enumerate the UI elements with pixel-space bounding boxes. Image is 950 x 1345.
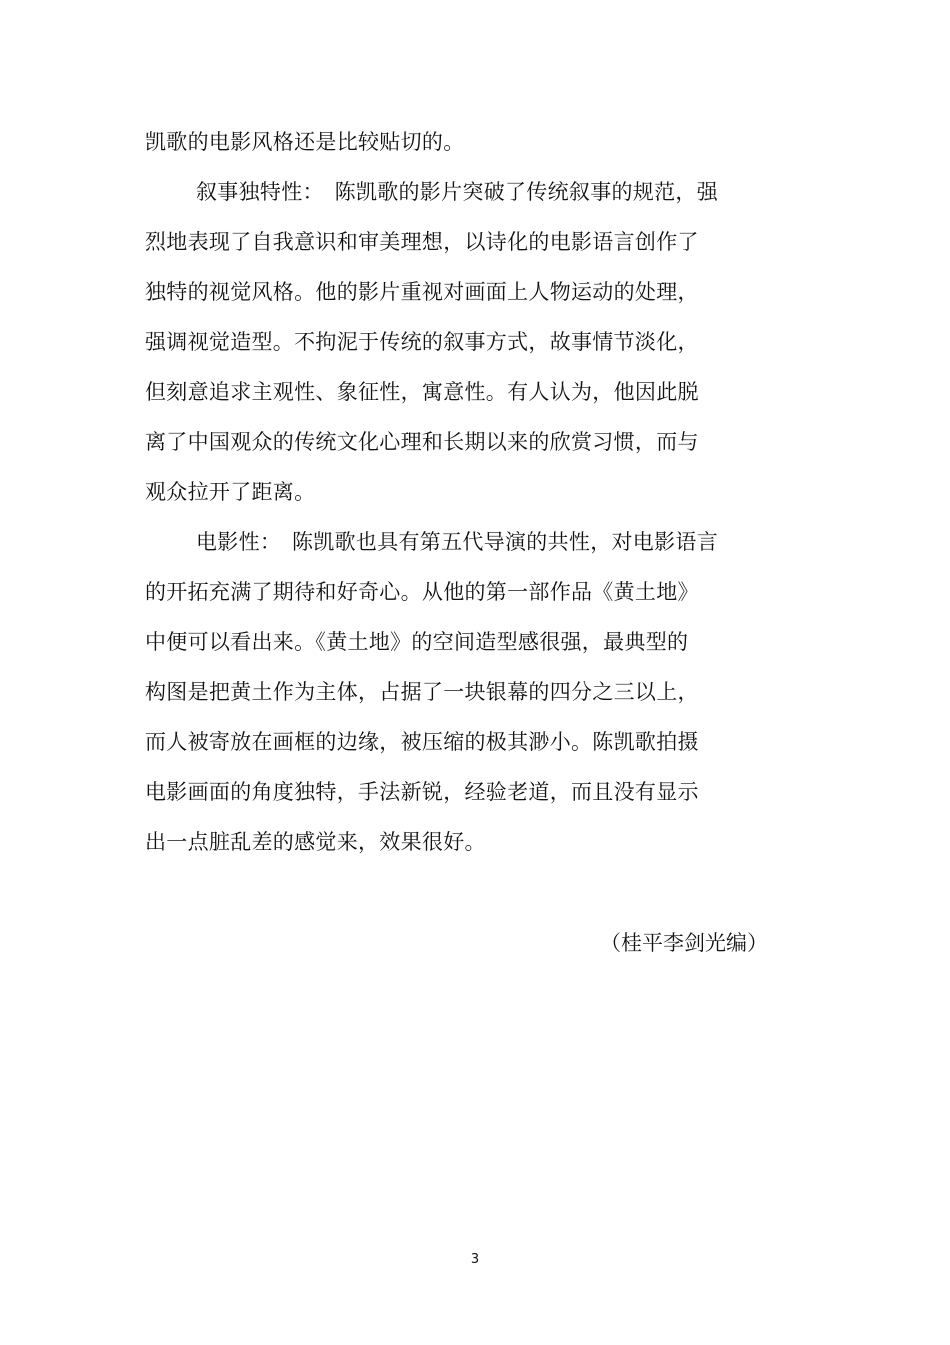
editor-credit: （桂平李剑光编） (600, 931, 768, 955)
paragraph-2-line-7: 观众拉开了距离。 (145, 480, 316, 504)
paragraph-3-line-5: 而人被寄放在画框的边缘，被压缩的极其渺小。陈凯歌拍摄 (145, 730, 699, 754)
paragraph-3-line-2: 的开拓充满了期待和好奇心。从他的第一部作品《黄土地》 (145, 580, 699, 604)
paragraph-2-line-5: 但刻意追求主观性、象征性，寓意性。有人认为，他因此脱 (145, 380, 699, 404)
paragraph-3-line-1: 电影性： 陈凯歌也具有第五代导演的共性，对电影语言 (196, 530, 718, 554)
paragraph-3-line-6: 电影画面的角度独特，手法新锐，经验老道，而且没有显示 (145, 780, 699, 804)
page-number: 3 (470, 1252, 480, 1267)
paragraph-1-line-1: 凯歌的电影风格还是比较贴切的。 (145, 130, 465, 154)
paragraph-3-line-3: 中便可以看出来。《黄土地》的空间造型感很强，最典型的 (145, 630, 689, 654)
paragraph-2-line-3: 独特的视觉风格。他的影片重视对画面上人物运动的处理， (145, 280, 699, 304)
paragraph-2-line-4: 强调视觉造型。不拘泥于传统的叙事方式，故事情节淡化， (145, 330, 699, 354)
paragraph-3-line-4: 构图是把黄土作为主体，占据了一块银幕的四分之三以上， (145, 680, 699, 704)
paragraph-3-line-7: 出一点脏乱差的感觉来，效果很好。 (145, 830, 486, 854)
paragraph-2-line-1: 叙事独特性： 陈凯歌的影片突破了传统叙事的规范，强 (196, 180, 718, 204)
paragraph-2-line-6: 离了中国观众的传统文化心理和长期以来的欣赏习惯，而与 (145, 430, 699, 454)
paragraph-2-line-2: 烈地表现了自我意识和审美理想，以诗化的电影语言创作了 (145, 230, 699, 254)
